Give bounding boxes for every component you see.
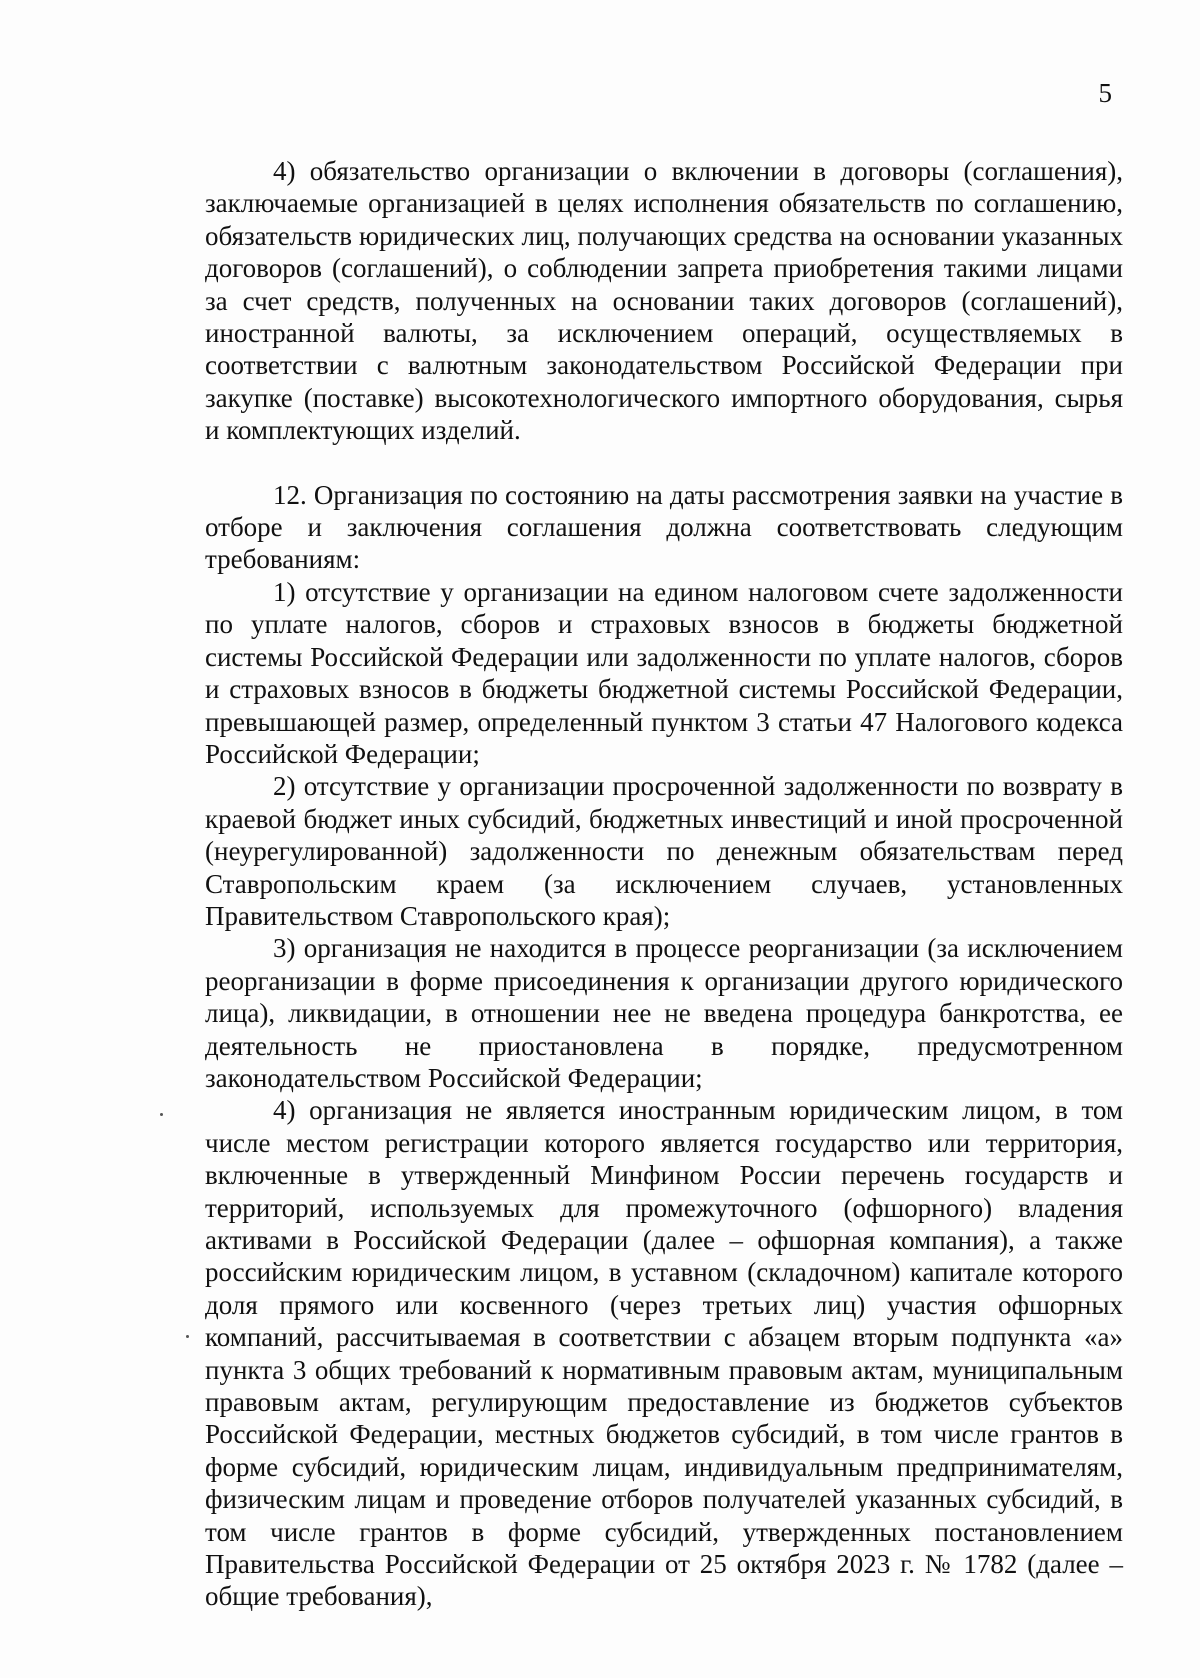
document-body [205,155,1123,1613]
page-number: 5 [1098,78,1112,108]
paragraph-item-4-obligation: 4) обязательство организации о включении в договоры (соглашения), заключаемые организацией в целях исполнения обязательств по соглашению, обязательств юридических лиц, получающих средства на основании указанных договоров (соглашений), о соблюдении запрета приобретения такими лицами за счет средств, полученных на основании таких договоров (соглашений), иностранной валюты, за исключением операций, осуществляемых в соответствии с валютным законодательством Российской Федерации при закупке (поставке) высокотехнологического импортного оборудования, сырья и комплектующих изделий. [205,156,1123,446]
paragraph-requirement-1: 1) отсутствие у организации на едином налоговом счете задолженности по уплате налогов, сборов и страховых взносов в бюджеты бюджетной системы Российской Федерации или задолженности по уплате налогов, сборов и страховых взносов в бюджеты бюджетной системы Российской Федерации, превышающей размер, определенный пунктом 3 статьи 47 Налогового кодекса Российской Федерации; [205,576,1123,769]
paragraph-requirement-2: 2) отсутствие у организации просроченной задолженности по возврату в краевой бюджет иных субсидий, бюджетных инвестиций и иной просроченной (неурегулированной) задолженности по денежным обязательствам перед Ставропольским краем (за исключением случаев, установленных Правительством Ставропольского края); [205,771,1123,931]
scan-speck [186,1335,189,1338]
paragraph-requirement-3: 3) организация не находится в процессе реорганизации (за исключением реорганизации в форме присоединения к организации другого юридического лица), ликвидации, в отношении нее не введена процедура банкротства, ее деятельность не приостановлена в порядке, предусмотренном законодательством Российской Федерации; [205,933,1123,1093]
paragraph-section-12: 12. Организация по состоянию на даты рассмотрения заявки на участие в отборе и заключения соглашения должна соответствовать следующим требованиям: [205,479,1123,575]
scan-speck [160,1113,163,1116]
paragraph-requirement-4: 4) организация не является иностранным юридическим лицом, в том числе местом регистрации которого является государство или территория, включенные в утвержденный Минфином России перечень государств и территорий, используемых для промежуточного (офшорного) владения активами в Российской Федерации (далее – офшорная компания), а также российским юридическим лицом, в уставном (складочном) капитале которого доля прямого или косвенного (через третьих лиц) участия офшорных компаний, рассчитываемая в соответствии с абзацем вторым подпункта «а» пункта 3 общих требований к нормативным правовым актам, муниципальным правовым актам, регулирующим предоставление из бюджетов субъектов Российской Федерации, местных бюджетов субсидий, в том числе грантов в форме субсидий, юридическим лицам, индивидуальным предпринимателям, физическим лицам и проведение отборов получателей указанных субсидий, в том числе грантов в форме субсидий, утвержденных постановлением Правительства Российской Федерации от 25 октября 2023 г. № 1782 (далее – общие требования), [205,1095,1123,1612]
